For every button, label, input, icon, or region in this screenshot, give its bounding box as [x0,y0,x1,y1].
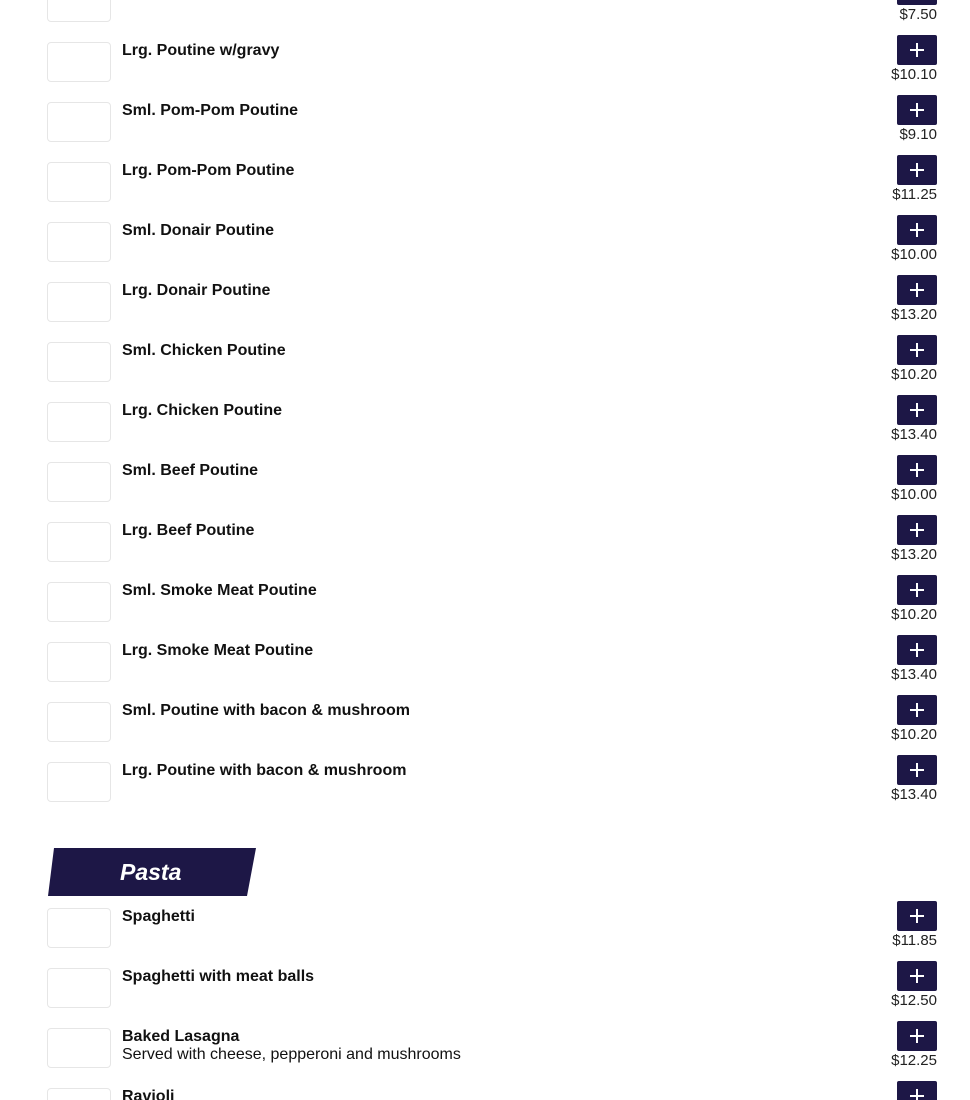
add-item-button[interactable] [897,575,937,605]
menu-item [47,702,937,762]
item-price: $12.50 [891,992,937,1009]
item-name: Sml. Donair Poutine [122,222,275,239]
add-item-button[interactable] [897,515,937,545]
menu-item [47,162,937,222]
item-thumbnail [47,702,111,742]
item-price: $10.00 [891,486,937,503]
menu-item [47,642,937,702]
item-price: $10.20 [891,726,937,743]
category-header-pasta [48,848,256,896]
menu-item [47,102,937,162]
item-name: Ravioli [122,1088,175,1100]
add-item-button[interactable] [897,1021,937,1051]
item-price: $13.20 [891,306,937,323]
item-name: Lrg. Chicken Poutine [122,402,283,419]
item-name: Sml. Smoke Meat Poutine [122,582,317,599]
add-item-button[interactable] [897,35,937,65]
add-item-button[interactable] [897,695,937,725]
add-item-button[interactable] [897,335,937,365]
add-item-button[interactable] [897,275,937,305]
item-thumbnail [47,908,111,948]
item-name: Spaghetti [122,908,195,925]
add-item-button[interactable] [897,0,937,5]
menu-item [47,0,937,42]
menu-item [47,522,937,582]
item-thumbnail [47,162,111,202]
add-item-button[interactable] [897,215,937,245]
item-name: Sml. Poutine with bacon & mushroom [122,702,411,719]
item-thumbnail [47,102,111,142]
menu-item [47,282,937,342]
item-name: Lrg. Pom-Pom Poutine [122,162,295,179]
menu-item [47,222,937,282]
item-thumbnail [47,642,111,682]
menu-item [47,402,937,462]
menu-item [47,42,937,102]
add-item-button[interactable] [897,395,937,425]
add-item-button[interactable] [897,1081,937,1100]
item-price: $9.10 [899,126,937,143]
item-price: $10.00 [891,246,937,263]
category-title: Pasta [120,859,182,885]
add-item-button[interactable] [897,95,937,125]
menu-item [47,1088,937,1100]
item-thumbnail [47,582,111,622]
item-name: Lrg. Beef Poutine [122,522,255,539]
item-price: $13.20 [891,546,937,563]
item-price: $13.40 [891,426,937,443]
item-name: Baked Lasagna [122,1028,240,1045]
item-price: $11.25 [892,186,937,203]
menu-item [47,762,937,822]
menu-item [47,908,937,968]
item-thumbnail [47,522,111,562]
item-name: Sml. Chicken Poutine [122,342,286,359]
add-item-button[interactable] [897,901,937,931]
item-name: Lrg. Donair Poutine [122,282,271,299]
item-price: $13.40 [891,786,937,803]
menu-item [47,462,937,522]
add-item-button[interactable] [897,155,937,185]
menu-item [47,1028,937,1088]
add-item-button[interactable] [897,755,937,785]
item-price: $7.50 [899,6,937,23]
add-item-button[interactable] [897,635,937,665]
item-thumbnail [47,222,111,262]
menu-item [47,968,937,1028]
item-description: Served with cheese, pepperoni and mushrooms [122,1046,461,1063]
item-thumbnail [47,968,111,1008]
item-name: Lrg. Poutine with bacon & mushroom [122,762,407,779]
item-thumbnail [47,1088,111,1100]
item-price: $10.10 [891,66,937,83]
item-thumbnail [47,402,111,442]
item-name: Sml. Pom-Pom Poutine [122,102,299,119]
item-thumbnail [47,0,111,22]
item-name: Lrg. Smoke Meat Poutine [122,642,314,659]
item-price: $13.40 [891,666,937,683]
item-price: $10.20 [891,366,937,383]
menu-item [47,342,937,402]
item-name: Sml. Beef Poutine [122,462,259,479]
item-thumbnail [47,342,111,382]
item-thumbnail [47,282,111,322]
item-price: $12.25 [891,1052,937,1069]
item-name: Lrg. Poutine w/gravy [122,42,280,59]
item-price: $11.85 [892,932,937,949]
add-item-button[interactable] [897,455,937,485]
item-thumbnail [47,762,111,802]
item-thumbnail [47,42,111,82]
item-name: Spaghetti with meat balls [122,968,315,985]
menu-item [47,582,937,642]
item-thumbnail [47,1028,111,1068]
item-price: $10.20 [891,606,937,623]
item-thumbnail [47,462,111,502]
add-item-button[interactable] [897,961,937,991]
